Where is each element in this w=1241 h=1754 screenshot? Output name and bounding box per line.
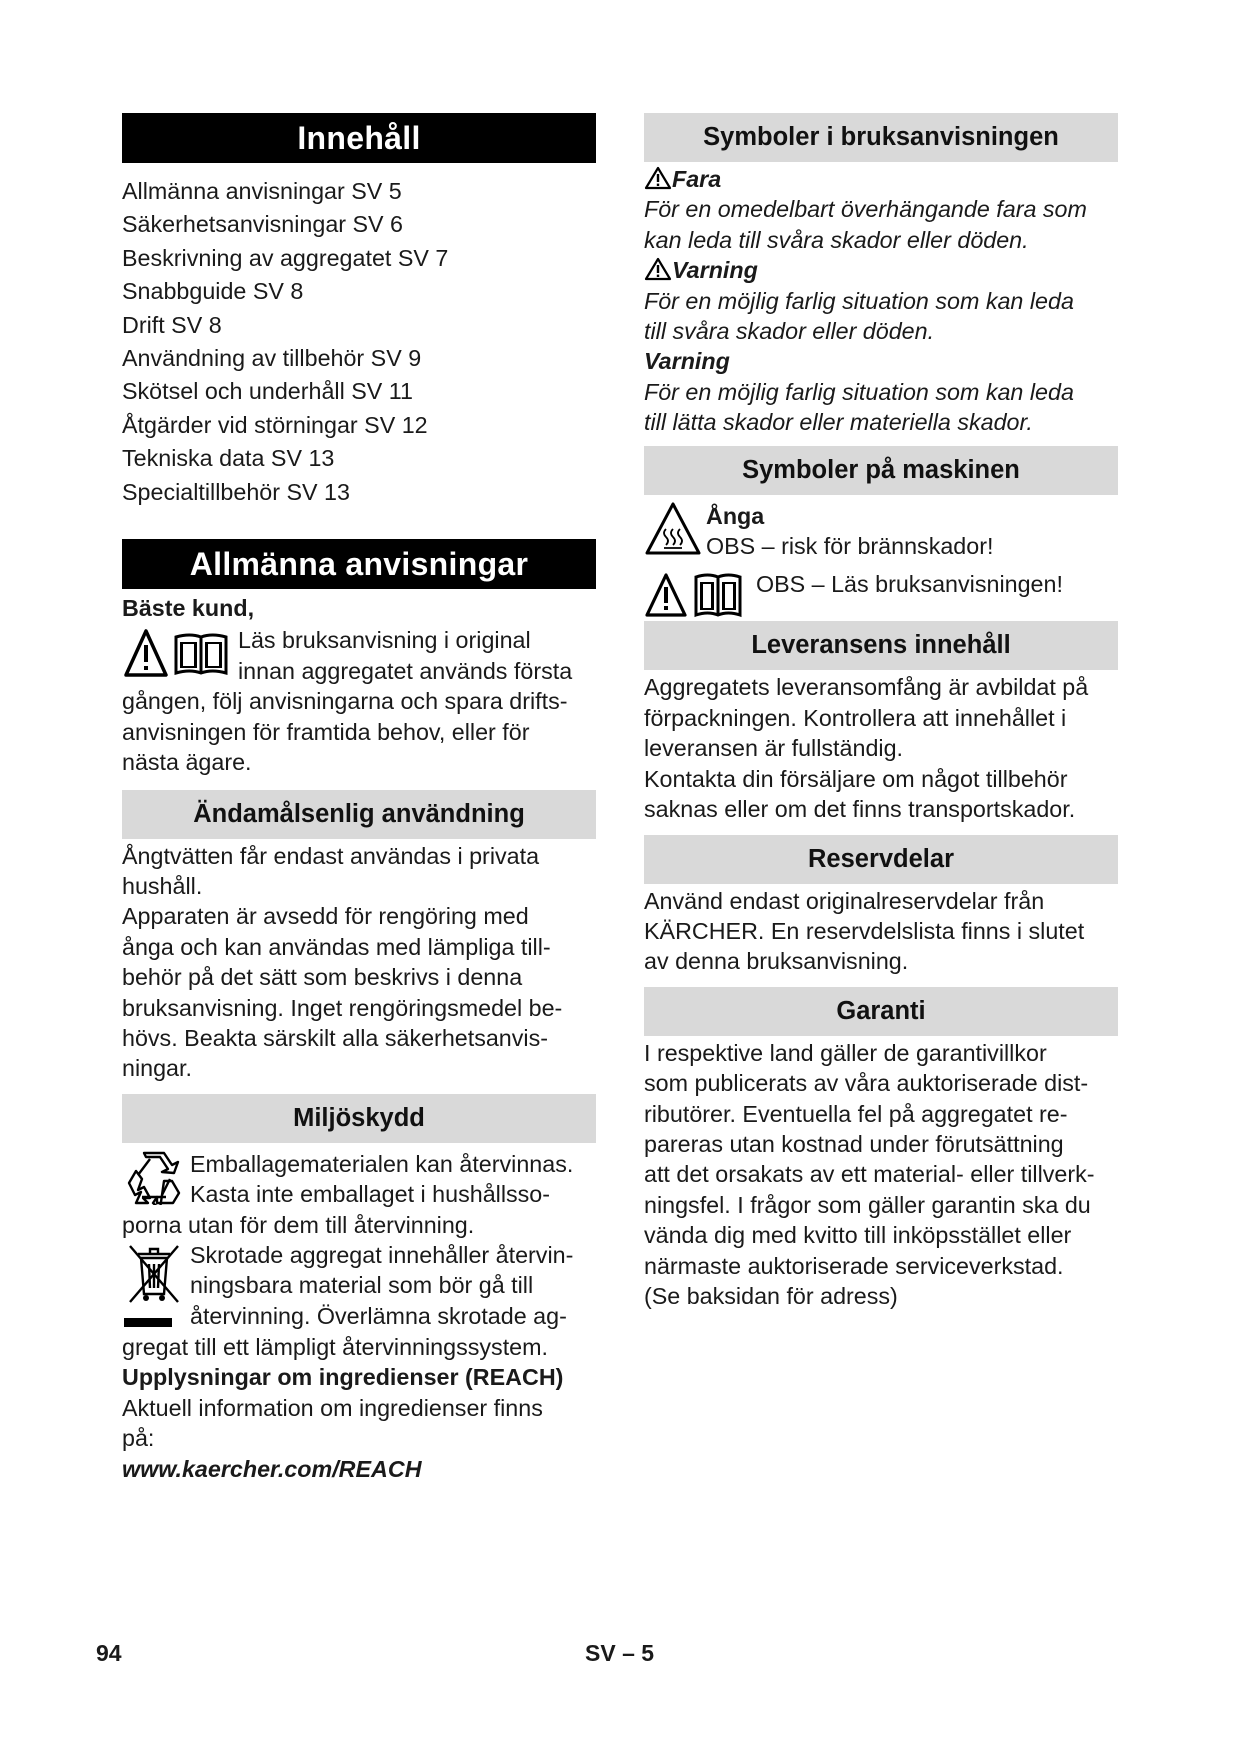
danger-line: kan leda till svåra skador eller döden. [644, 226, 1029, 253]
text-line: pareras utan kostnad under förutsättning [644, 1130, 1064, 1157]
toc-item[interactable]: Snabbguide SV 8 [122, 278, 304, 305]
toc-item[interactable]: Skötsel och underhåll SV 11 [122, 378, 413, 405]
intended-use-heading: Ändamålsenlig användning [122, 790, 596, 839]
text-line: ånga och kan användas med lämpliga till- [122, 933, 551, 960]
toc-item[interactable]: Tekniska data SV 13 [122, 445, 335, 472]
reach-link[interactable]: www.kaercher.com/REACH [122, 1455, 422, 1482]
page-number: 94 [96, 1640, 122, 1666]
symbols-manual-heading: Symboler i bruksanvisningen [644, 113, 1118, 162]
weee-notice [122, 1240, 596, 1332]
text-line: (Se baksidan för adress) [644, 1282, 898, 1309]
toc-item[interactable]: Beskrivning av aggregatet SV 7 [122, 244, 449, 271]
text-line: hushåll. [122, 872, 203, 899]
text-line: ningsfel. I frågor som gäller garantin ska du [644, 1191, 1091, 1218]
toc-item[interactable]: Allmänna anvisningar SV 5 [122, 178, 402, 204]
recycle-line: porna utan för dem till återvinning. [122, 1211, 475, 1238]
text-line: bruksanvisning. Inget rengöringsmedel be- [122, 994, 563, 1021]
text-line: närmaste auktoriserade serviceverkstad. [644, 1252, 1064, 1279]
danger-heading [644, 164, 1118, 194]
recycle-icon [122, 1149, 186, 1205]
warning-heading [644, 255, 1118, 285]
general-heading: Allmänna anvisningar [122, 539, 596, 589]
caution-line: till lätta skador eller materiella skador. [644, 409, 1033, 436]
caution-heading: Varning [644, 348, 730, 375]
greeting: Bäste kund, [122, 595, 255, 622]
reach-line: Aktuell information om ingredienser finns [122, 1394, 543, 1421]
hot-steam-warning-icon [644, 501, 702, 557]
text-line: Aggregatets leveransomfång är avbildat på [644, 674, 1089, 701]
toc-item[interactable]: Användning av tillbehör SV 9 [122, 345, 422, 372]
spare-parts-heading: Reservdelar [644, 835, 1118, 884]
delivery-heading: Leveransens innehåll [644, 621, 1118, 670]
text-line: att det orsakats av ett material- eller tillverk- [644, 1161, 1095, 1188]
read-line: gången, följ anvisningarna och spara drifts- [122, 688, 568, 715]
crossed-out-bin-icon [122, 1240, 186, 1332]
toc-item[interactable]: Säkerhetsanvisningar SV 6 [122, 211, 404, 238]
read-manual-notice [122, 625, 596, 686]
danger-label: Fara [672, 166, 722, 192]
toc-item[interactable]: Specialtillbehör SV 13 [122, 478, 350, 505]
warning-read-manual-icon [122, 625, 234, 683]
text-line: ningar. [122, 1055, 192, 1082]
warning-triangle-icon [644, 257, 672, 281]
toc-heading: Innehåll [122, 113, 596, 163]
intended-use-text [122, 841, 596, 1084]
section-page-number: SV – 5 [585, 1640, 655, 1666]
toc-item[interactable]: Åtgärder vid störningar SV 12 [122, 411, 428, 438]
weee-line: återvinning. Överlämna skrotade ag- [190, 1302, 567, 1329]
toc-item[interactable]: Drift SV 8 [122, 311, 222, 338]
warning-line: till svåra skador eller döden. [644, 318, 935, 345]
text-line: vända dig med kvitto till inköpsstället eller [644, 1222, 1072, 1249]
text-line: Kontakta din försäljare om något tillbehör [644, 765, 1068, 792]
read-line: innan aggregatet används första [238, 657, 573, 684]
reach-line: på: [122, 1425, 155, 1452]
weee-line: Skrotade aggregat innehåller återvin- [190, 1241, 574, 1268]
read-line: anvisningen för framtida behov, eller för [122, 718, 530, 745]
warranty-text [644, 1038, 1118, 1312]
environment-heading: Miljöskydd [122, 1094, 596, 1143]
warranty-heading: Garanti [644, 987, 1118, 1036]
symbols-machine-heading: Symboler på maskinen [644, 446, 1118, 495]
recycle-line: Emballagematerialen kan återvinnas. [190, 1150, 574, 1177]
caution-line: För en möjlig farlig situation som kan leda [644, 378, 1074, 405]
steam-symbol-row [644, 501, 1118, 562]
right-column [644, 113, 1118, 1311]
text-line: behör på det sätt som beskrivs i denna [122, 964, 523, 991]
spare-parts-text [644, 886, 1118, 977]
text-line: hövs. Beakta särskilt alla säkerhetsanvis- [122, 1024, 548, 1051]
steam-text: OBS – risk för brännskador! [706, 533, 994, 560]
table-of-contents [122, 175, 596, 509]
text-line: Använd endast originalreservdelar från [644, 887, 1045, 914]
text-line: som publicerats av våra auktoriserade dist- [644, 1070, 1089, 1097]
text-line: KÄRCHER. En reservdelslista finns i slutet [644, 917, 1085, 944]
read-manual-text: OBS – Läs bruksanvisningen! [756, 571, 1063, 598]
text-line: Ångtvätten får endast användas i privata [122, 842, 540, 869]
read-manual-symbol-row [644, 569, 1118, 619]
delivery-text [644, 672, 1118, 824]
recycle-line: Kasta inte emballaget i hushållsso- [190, 1181, 551, 1208]
steam-label: Ånga [706, 502, 765, 529]
weee-line: ningsbara material som bör gå till [190, 1272, 534, 1299]
text-line: ributörer. Eventuella fel på aggregatet re- [644, 1100, 1068, 1127]
reach-heading: Upplysningar om ingredienser (REACH) [122, 1364, 564, 1391]
recycling-notice [122, 1149, 596, 1210]
text-line: I respektive land gäller de garantivillkor [644, 1039, 1047, 1066]
text-line: leveransen är fullständig. [644, 735, 904, 762]
text-line: saknas eller om det finns transportskador. [644, 796, 1076, 823]
warning-read-manual-icon [644, 569, 754, 619]
weee-line: gregat till ett lämpligt återvinningssystem. [122, 1333, 548, 1360]
text-line: förpackningen. Kontrollera att innehållet i [644, 704, 1067, 731]
text-line: Apparaten är avsedd för rengöring med [122, 903, 529, 930]
warning-line: För en möjlig farlig situation som kan leda [644, 287, 1074, 314]
left-column [122, 113, 596, 1484]
read-line: Läs bruksanvisning i original [238, 627, 531, 654]
warning-label: Varning [672, 257, 758, 284]
warning-triangle-icon [644, 166, 672, 190]
text-line: av denna bruksanvisning. [644, 948, 909, 975]
read-line: nästa ägare. [122, 749, 252, 776]
danger-line: För en omedelbart överhängande fara som [644, 196, 1087, 223]
